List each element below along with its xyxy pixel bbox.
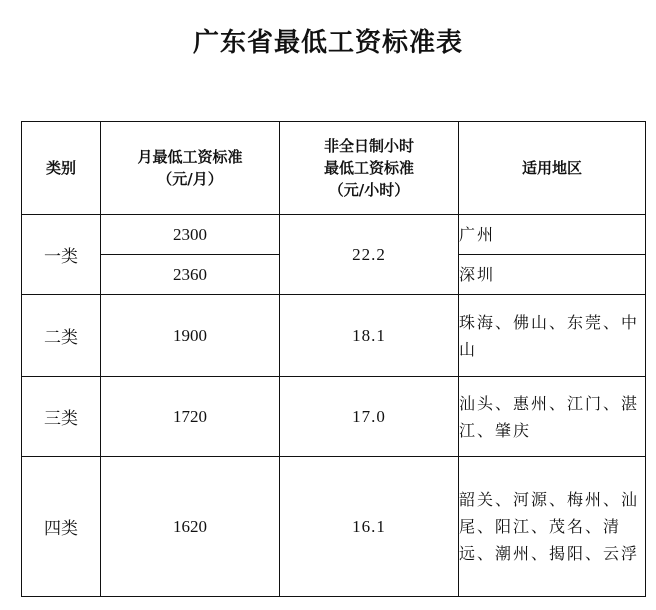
category-cell: 二类 [22, 295, 101, 377]
header-hourly-line1: 非全日制小时 [323, 137, 414, 155]
category-cell: 四类 [22, 457, 101, 597]
header-row [22, 122, 646, 215]
region-cell: 深圳 [459, 255, 646, 295]
table-row-class-4 [22, 457, 646, 597]
hourly-wage-cell: 16.1 [280, 457, 459, 597]
region-cell: 珠海、佛山、东莞、中山 [459, 295, 646, 377]
table-row-class-1a [22, 215, 646, 255]
header-hourly-line3: （元/小时） [328, 181, 410, 199]
category-cell: 三类 [22, 377, 101, 457]
header-category-label: 类别 [45, 159, 76, 177]
table-row-class-3 [22, 377, 646, 457]
hourly-wage-cell: 17.0 [280, 377, 459, 457]
header-category [22, 122, 101, 215]
header-monthly-line2: （元/月） [157, 170, 223, 188]
category-cell: 一类 [22, 215, 101, 295]
region-cell: 广州 [459, 215, 646, 255]
page-title: 广东省最低工资标准表 [192, 28, 463, 58]
monthly-wage-cell: 1720 [101, 377, 280, 457]
monthly-wage-cell: 1900 [101, 295, 280, 377]
monthly-wage-cell: 1620 [101, 457, 280, 597]
region-cell: 韶关、河源、梅州、汕尾、阳江、茂名、清远、潮州、揭阳、云浮 [459, 457, 646, 597]
table-row-class-2 [22, 295, 646, 377]
region-cell: 汕头、惠州、江门、湛江、肇庆 [459, 377, 646, 457]
header-monthly [101, 122, 280, 215]
monthly-wage-cell: 2360 [101, 255, 280, 295]
header-hourly-line2: 最低工资标准 [323, 159, 414, 177]
header-hourly [280, 122, 459, 215]
monthly-wage-cell: 2300 [101, 215, 280, 255]
hourly-wage-cell: 22.2 [280, 215, 459, 295]
header-region-label: 适用地区 [521, 159, 582, 177]
header-monthly-line1: 月最低工资标准 [137, 148, 243, 166]
wage-table [21, 121, 646, 597]
header-region [459, 122, 646, 215]
hourly-wage-cell: 18.1 [280, 295, 459, 377]
